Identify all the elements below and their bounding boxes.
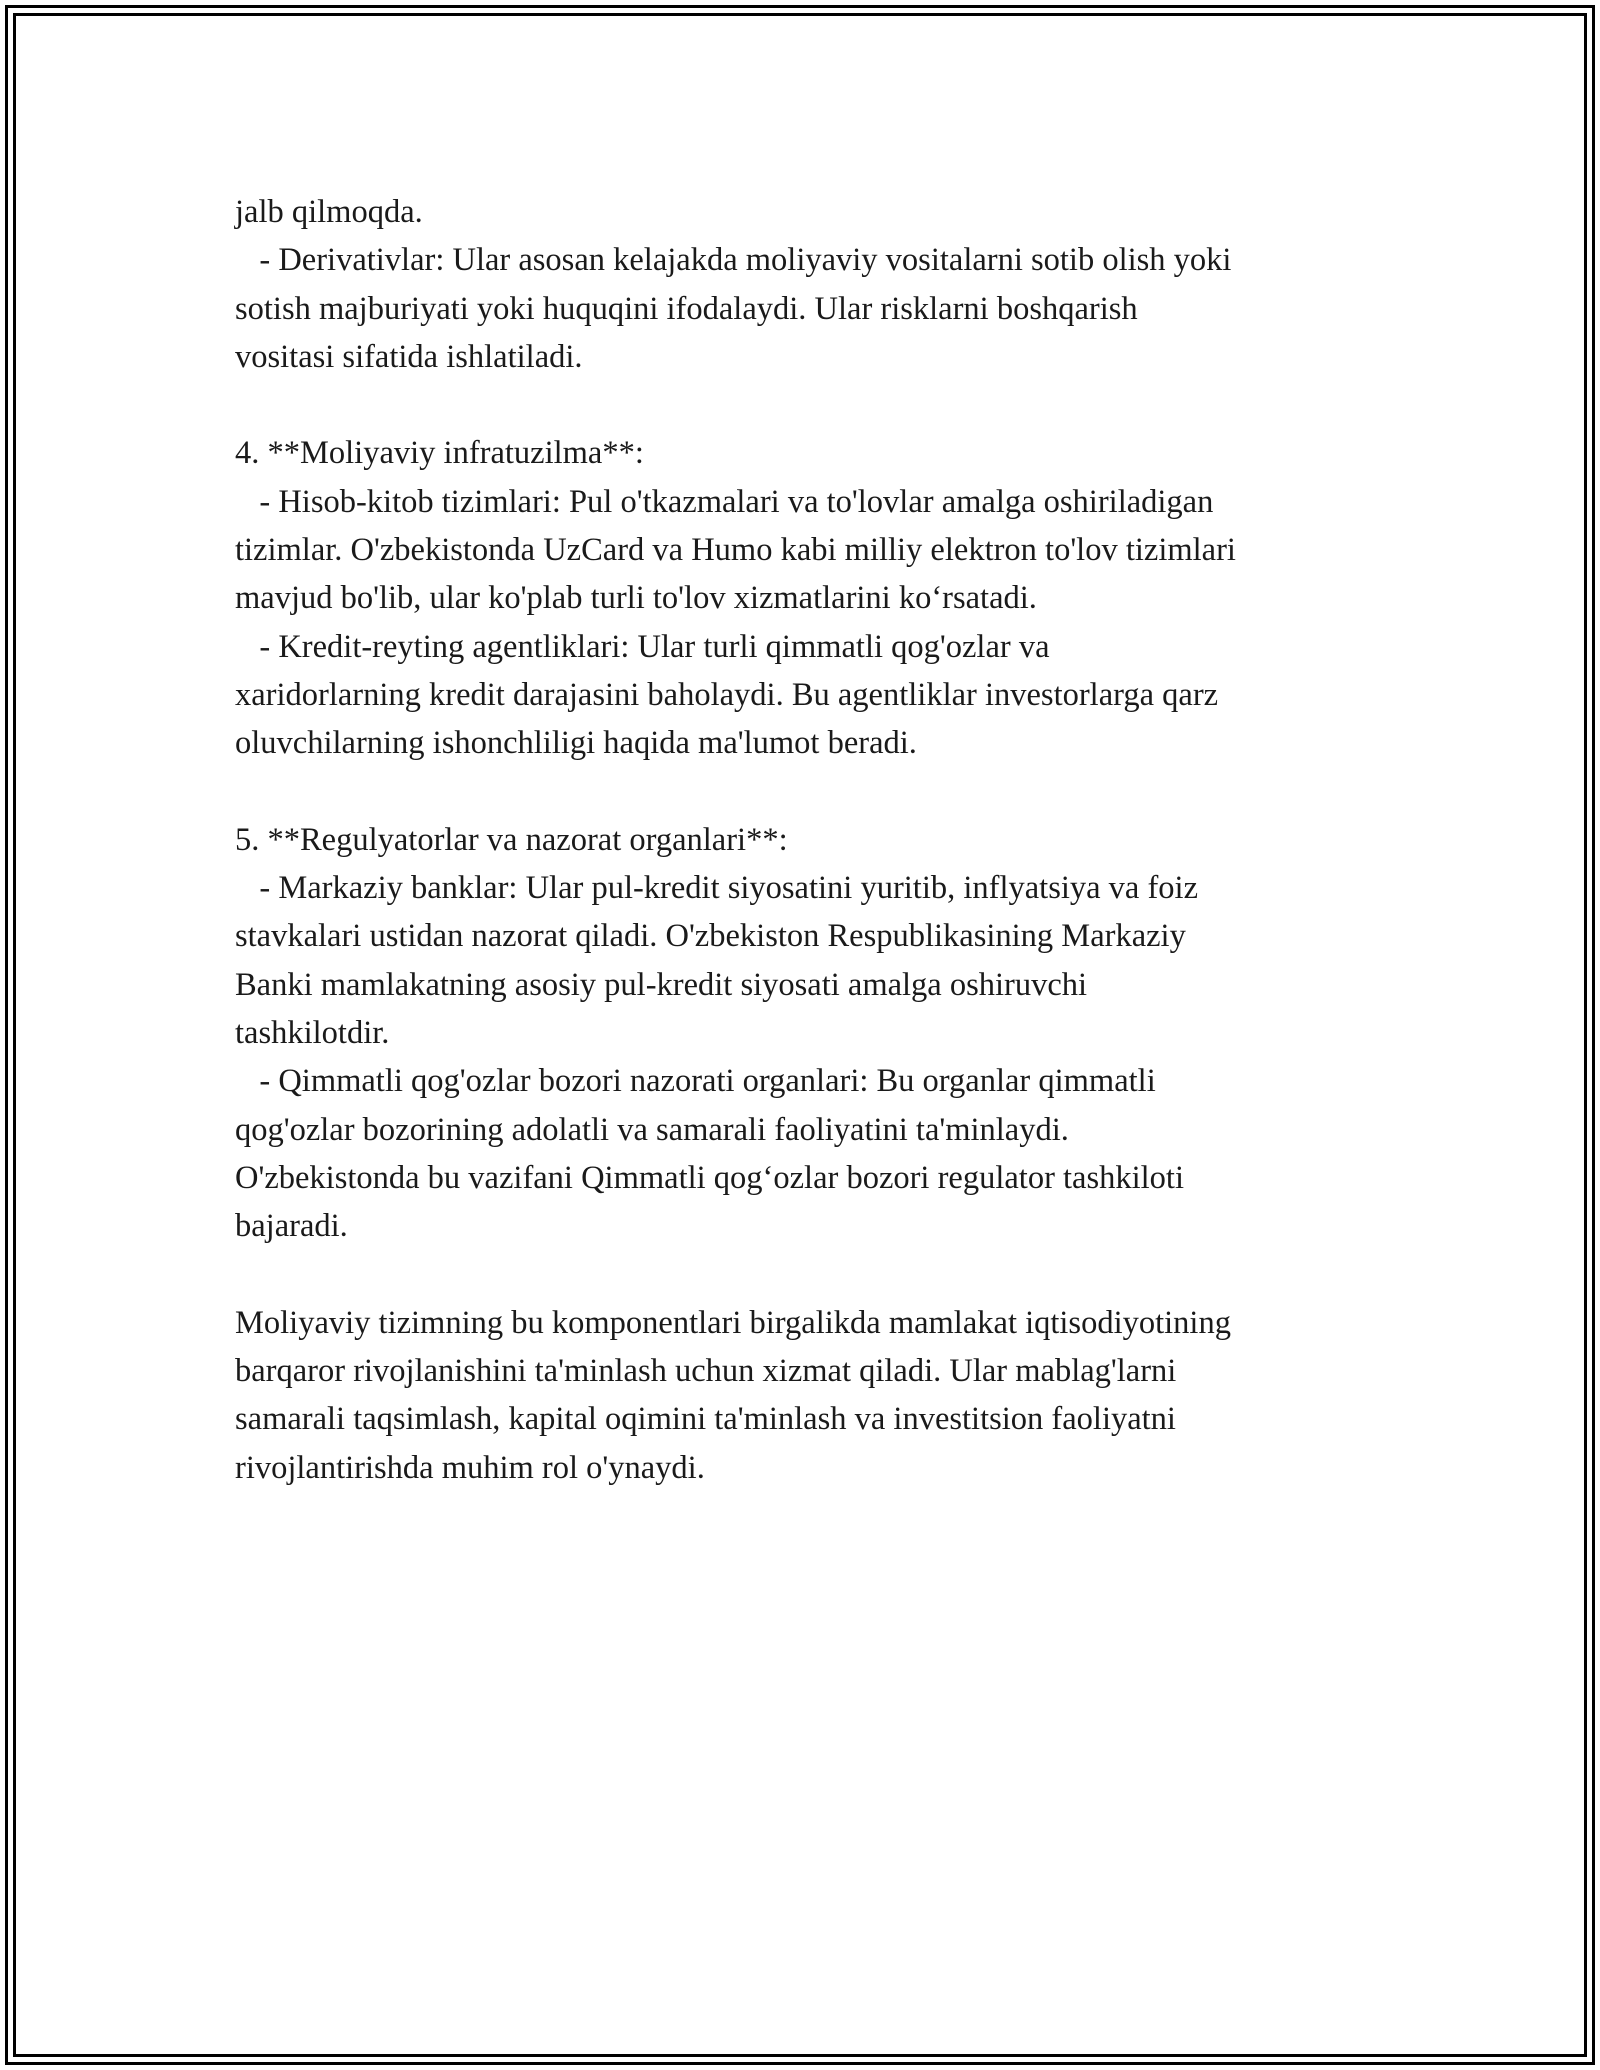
paragraph [235, 188, 1395, 381]
section-heading: 4. **Moliyaviy infratuzilma**: [235, 435, 644, 472]
paragraph-gap [235, 768, 1395, 816]
section-heading: 5. **Regulyatorlar va nazorat organlari**: [235, 821, 788, 858]
text-line: vositasi sifatida ishlatiladi. [235, 338, 583, 375]
text-line: rivojlantirishda muhim rol o'ynaydi. [235, 1449, 705, 1486]
text-line: xaridorlarning kredit darajasini baholaydi. Bu agentliklar investorlarga qarz [235, 676, 1219, 713]
text-line: barqaror rivojlanishini ta'minlash uchun xizmat qiladi. Ular mablag'larni [235, 1353, 1177, 1390]
section-regulators [235, 816, 1395, 1251]
text-line: - Kredit-reyting agentliklari: Ular turli qimmatli qog'ozlar va [235, 628, 1050, 665]
text-line: tizimlar. O'zbekistonda UzCard va Humo kabi milliy elektron to'lov tizimlari [235, 532, 1236, 569]
text-line: tashkilotdir. [235, 1015, 390, 1052]
paragraph-gap [235, 381, 1395, 429]
paragraph-gap [235, 1251, 1395, 1299]
text-line: sotish majburiyati yoki huquqini ifodalaydi. Ular risklarni boshqarish [235, 290, 1138, 327]
text-line: - Markaziy banklar: Ular pul-kredit siyosatini yuritib, inflyatsiya va foiz [235, 870, 1199, 907]
text-line: samarali taqsimlash, kapital oqimini ta'minlash va investitsion faoliyatni [235, 1401, 1176, 1438]
text-line: - Hisob-kitob tizimlari: Pul o'tkazmalari va to'lovlar amalga oshiriladigan [235, 483, 1214, 520]
text-line: O'zbekistonda bu vazifani Qimmatli qog‘ozlar bozori regulator tashkiloti [235, 1159, 1184, 1196]
text-line: mavjud bo'lib, ular ko'plab turli to'lov xizmatlarini ko‘rsatadi. [235, 580, 1037, 617]
paragraph-conclusion [235, 1299, 1395, 1492]
text-line: qog'ozlar bozorining adolatli va samarali faoliyatini ta'minlaydi. [235, 1111, 1069, 1148]
text-line: jalb qilmoqda. [235, 194, 423, 230]
section-infrastructure [235, 429, 1395, 767]
text-line: - Derivativlar: Ular asosan kelajakda moliyaviy vositalarni sotib olish yoki [235, 242, 1232, 279]
text-line: bajaradi. [235, 1208, 348, 1245]
text-line: oluvchilarning ishonchliligi haqida ma'lumot beradi. [235, 725, 917, 762]
text-line: stavkalari ustidan nazorat qiladi. O'zbekiston Respublikasining Markaziy [235, 918, 1186, 955]
text-line: Moliyaviy tizimning bu komponentlari birgalikda mamlakat iqtisodiyotining [235, 1304, 1231, 1341]
document-body [235, 188, 1395, 1492]
text-line: Banki mamlakatning asosiy pul-kredit siyosati amalga oshiruvchi [235, 966, 1088, 1003]
text-line: - Qimmatli qog'ozlar bozori nazorati organlari: Bu organlar qimmatli [235, 1063, 1156, 1100]
